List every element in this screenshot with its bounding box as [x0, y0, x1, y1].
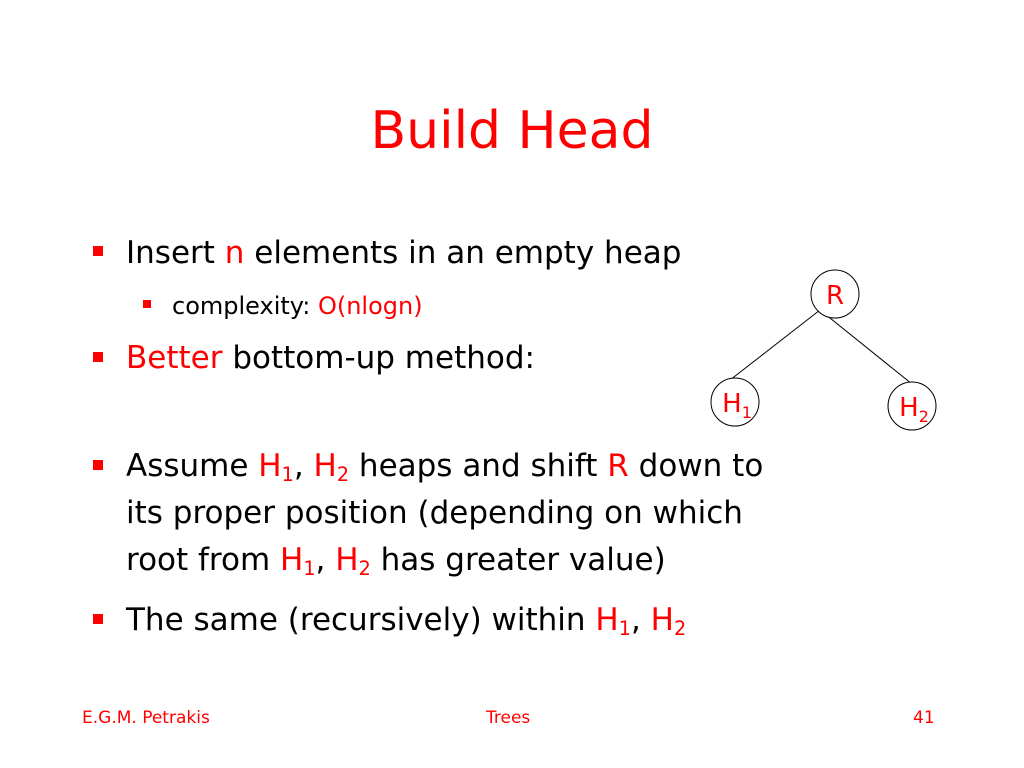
node-letter: H: [899, 393, 919, 423]
bullet-text: Assume: [126, 448, 259, 484]
sub-bullet-text: complexity:: [172, 292, 318, 320]
heap-letter: H: [280, 542, 304, 578]
heap-letter: H: [650, 602, 674, 638]
footer-page-number: 41: [913, 708, 935, 728]
node-subscript: 1: [741, 403, 752, 422]
heap-h1: [258, 448, 294, 484]
bullet-line: [126, 537, 926, 584]
bullet-marker: [93, 246, 103, 256]
variable-n: n: [224, 235, 245, 271]
bullet-text: has greater value): [370, 542, 666, 578]
heap-subscript: 2: [673, 616, 687, 640]
heap-subscript: 2: [336, 462, 350, 486]
bullet-text: elements in an empty heap: [244, 235, 682, 271]
bullet-assume: [126, 443, 926, 584]
heap-subscript: 2: [358, 556, 371, 580]
bullet-better: [126, 335, 686, 382]
comma: ,: [630, 602, 651, 638]
root-r: R: [607, 448, 629, 484]
complexity-value: O(nlogn): [317, 292, 423, 320]
bullet-text: The same (recursively) within: [126, 602, 596, 638]
bullet-recursive: [126, 597, 926, 644]
heap-h2: [335, 542, 371, 578]
heap-tree-diagram: [690, 262, 950, 432]
bullet-marker: [93, 460, 103, 470]
heap-h1: [280, 542, 316, 578]
bullet-marker: [93, 352, 103, 362]
node-letter: H: [722, 389, 742, 419]
bullet-text: root from: [126, 542, 281, 578]
heap-subscript: 1: [618, 616, 631, 640]
heap-letter: H: [595, 602, 619, 638]
sub-bullet-complexity: [172, 288, 572, 324]
bullet-line: [126, 443, 926, 490]
heap-h1: [595, 602, 631, 638]
tree-edge-right: [820, 310, 912, 384]
heap-subscript: 1: [281, 462, 294, 486]
bullet-text: heaps and shift: [349, 448, 608, 484]
bullet-marker: [93, 614, 103, 624]
bullet-line: its proper position (depending on which: [126, 495, 743, 531]
bullet-text: down to: [628, 448, 764, 484]
heap-subscript: 1: [303, 556, 316, 580]
comma: ,: [315, 542, 336, 578]
heap-h2: [314, 448, 350, 484]
bullet-text: Insert: [126, 235, 225, 271]
slide-title: Build Head: [370, 101, 654, 161]
comma: ,: [293, 448, 314, 484]
bullet-text: bottom-up method:: [222, 340, 535, 376]
heap-letter: H: [313, 448, 337, 484]
heap-h2: [651, 602, 687, 638]
footer-author: E.G.M. Petrakis: [82, 708, 210, 728]
tree-edge-left: [730, 310, 820, 380]
sub-bullet-marker: [143, 300, 151, 308]
heap-letter: H: [258, 448, 282, 484]
better-word: Better: [126, 340, 223, 376]
heap-letter: H: [335, 542, 359, 578]
tree-node-root-label: R: [825, 281, 845, 311]
footer-topic: Trees: [486, 708, 531, 728]
node-subscript: 2: [918, 407, 929, 426]
